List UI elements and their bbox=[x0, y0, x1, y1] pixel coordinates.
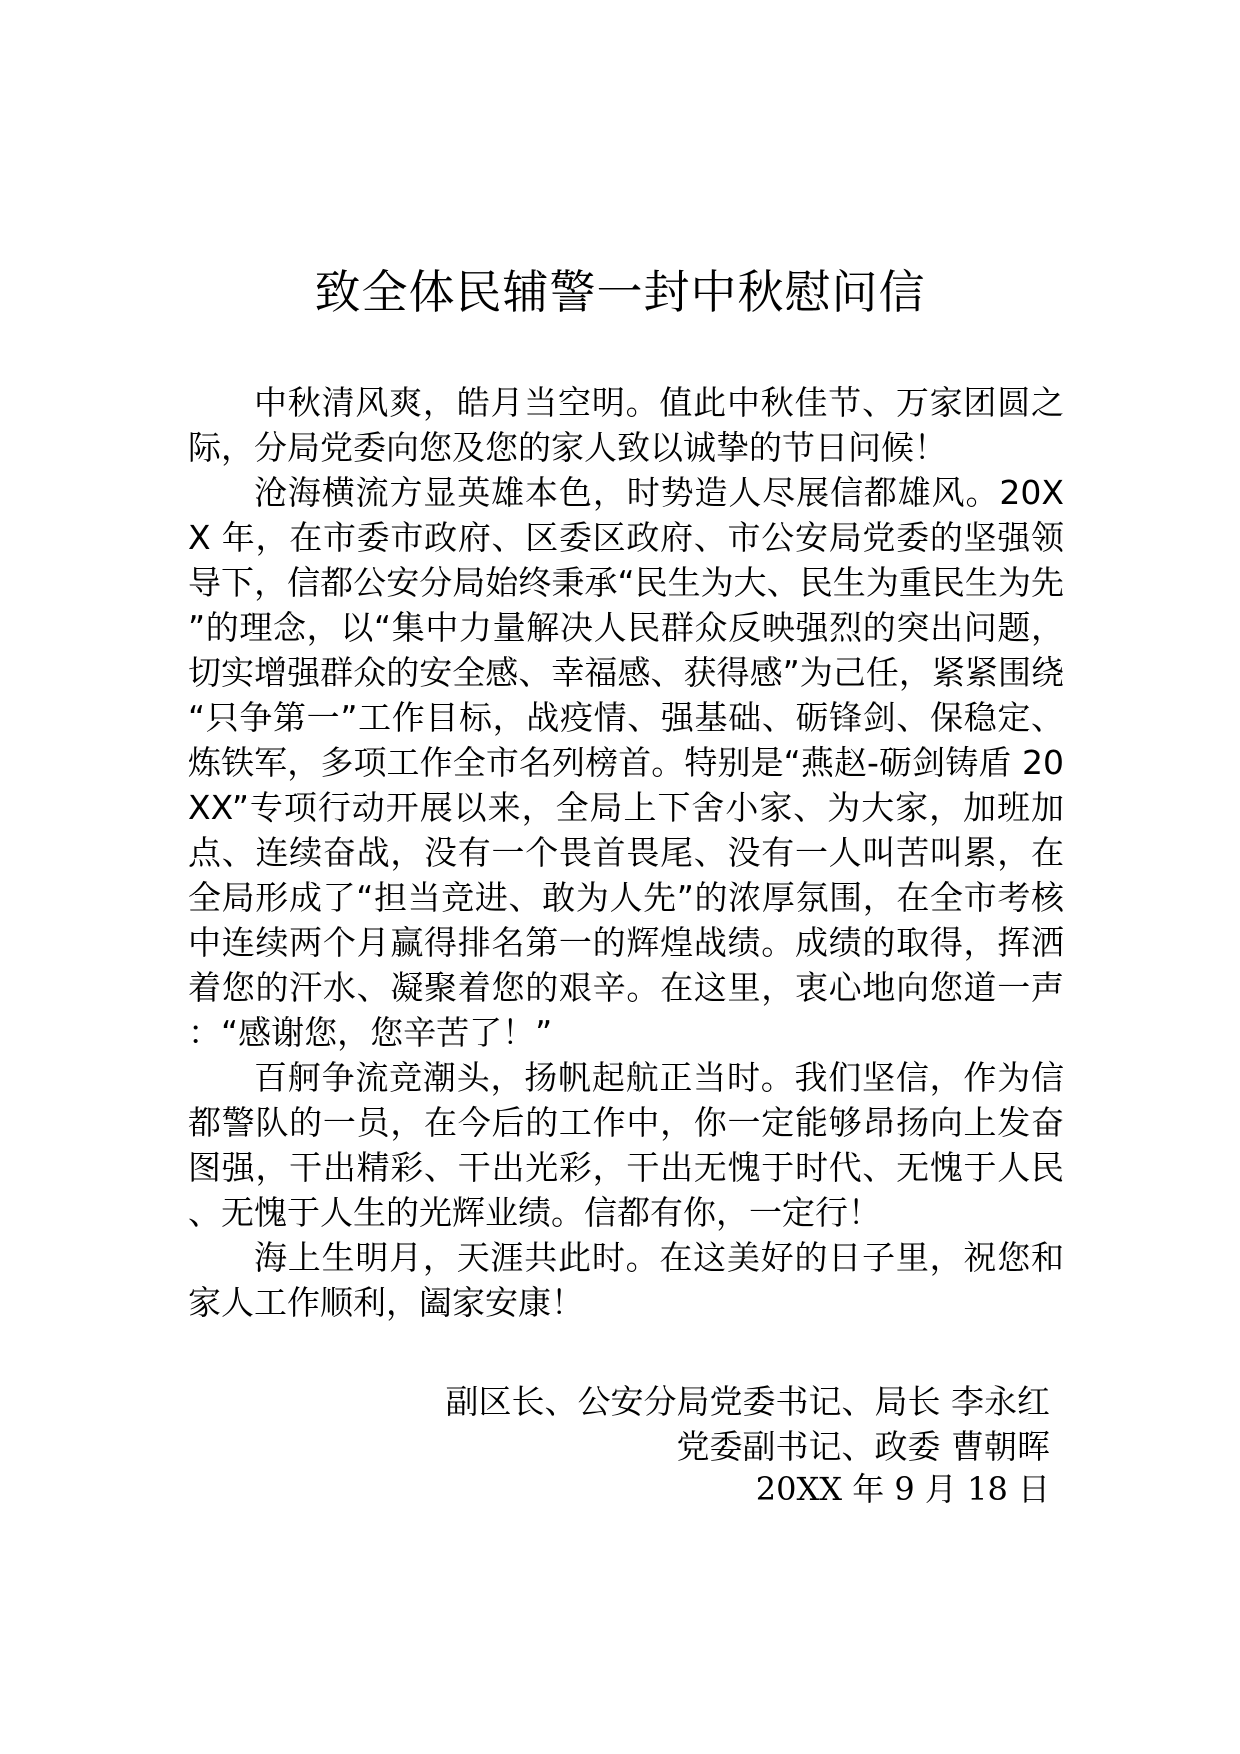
signature-block bbox=[250, 1379, 1050, 1469]
paragraph-greeting: 中秋清风爽，皓月当空明。值此中秋佳节、万家团圆之际，分局党委向您及您的家人致以诚挚的节日问候！ bbox=[188, 383, 1064, 467]
paragraph-encouragement: 百舸争流竞潮头，扬帆起航正当时。我们坚信，作为信都警队的一员，在今后的工作中，你一定能够昂扬向上发奋图强，干出精彩、干出光彩，干出无愧于时代、无愧于人民、无愧于人生的光辉业绩。信都有你，一定行！ bbox=[188, 1058, 1064, 1232]
paragraph-blessing: 海上生明月，天涯共此时。在这美好的日子里，祝您和家人工作顺利，阖家安康！ bbox=[188, 1238, 1064, 1322]
letter-date: 20XX 年 9 月 18 日 bbox=[755, 1470, 1050, 1508]
signature-director: 副区长、公安分局党委书记、局长 李永红 bbox=[445, 1382, 1050, 1421]
signature-commissar: 党委副书记、政委 曹朝晖 bbox=[676, 1427, 1050, 1466]
letter-body bbox=[188, 380, 1064, 1325]
letter-title: 致全体民辅警一封中秋慰问信 bbox=[314, 265, 926, 319]
paragraph-achievements: 沧海横流方显英雄本色，时势造人尽展信都雄风。20XX 年，在市委市政府、区委区政府、市公安局党委的坚强领导下，信都公安分局始终秉承“民生为大、民生为重民生为先”的理念，以“集中力量解决人民群众反映强烈的突出问题，切实增强群众的安全感、幸福感、获得感”为己任，紧紧围绕“只争第一”工作目标，战疫情、强基础、砺锋剑、保稳定、炼铁军，多项工作全市名列榜首。特别是“燕赵-砺剑铸盾 20XX”专项行动开展以来，全局上下舍小家、为大家，加班加点、连续奋战，没有一个畏首畏尾、没有一人叫苦叫累，在全局形成了“担当竞进、敢为人先”的浓厚氛围，在全市考核中连续两个月赢得排名第一的辉煌战绩。成绩的取得，挥洒着您的汗水、凝聚着您的艰辛。在这里，衷心地向您道一声：“感谢您，您辛苦了！” bbox=[188, 473, 1064, 1052]
